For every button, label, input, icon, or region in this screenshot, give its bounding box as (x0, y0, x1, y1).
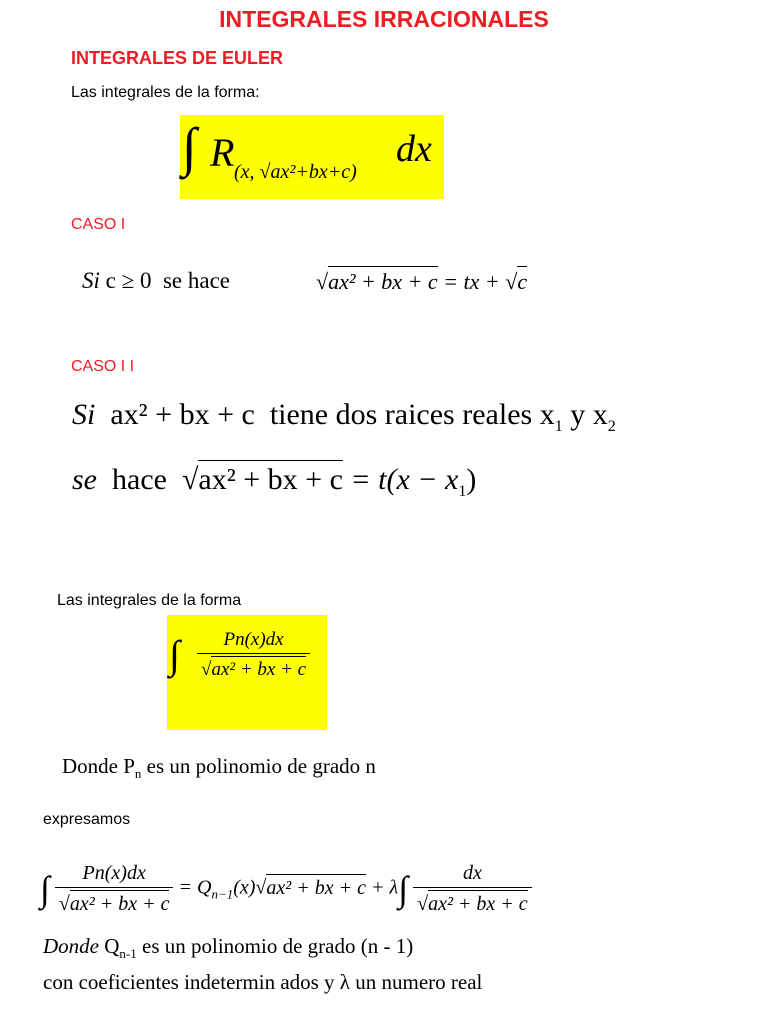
caso2-hace: hace (112, 463, 167, 496)
R-arguments: (x, √ax²+bx+c) (234, 161, 357, 183)
integral-sign: ∫ (398, 869, 409, 909)
forma2-numerator: Pn(x)dx (197, 629, 310, 654)
caso2-rhs: = t(x − x (350, 463, 459, 496)
caso2-rhs-end: ) (466, 463, 477, 496)
caso1-label: CASO I (71, 216, 126, 233)
section-subtitle: INTEGRALES DE EULER (71, 48, 284, 68)
donde-pn-line: Donde $P_n$ es un polinomio de grado n (62, 754, 376, 782)
caso2-tiene: tiene dos raices reales (269, 398, 533, 431)
final-equation: ∫ $\frac{Pn(x)dx}{\text{√ax² + bx + c}}$ = $Q_{n-1}(x)√ax^2$ + bx + c + λ∫ $\frac{dx}{\text{√ax² + bx + c}}$ (40, 862, 532, 916)
caso2-si: Si (72, 398, 96, 431)
caso1-condition (82, 268, 230, 294)
caso1-rhs-c: c (517, 266, 527, 295)
dx-symbol: dx (396, 128, 432, 170)
sqrt-sign: √ (316, 269, 329, 294)
page-title: INTEGRALES IRRACIONALES (219, 6, 549, 32)
forma2-box (167, 615, 327, 730)
caso2-label: CASO I I (71, 358, 135, 375)
donde-q-line: Donde $Q_{n-1}$ es un polinomio de grado (n - 1) (43, 934, 414, 962)
final-fraction-1: $\frac{Pn(x)dx}{\text{√ax² + bx + c}}$ (55, 862, 174, 916)
x2: x (592, 398, 608, 431)
caso1-lhs: ax² + bx + c (328, 266, 438, 295)
forma2-denominator: √ax² + bx + c (197, 654, 310, 681)
caso2-condition: Si ax² + bx + c tiene dos raices reales $x_1$ y $x_2$ (72, 398, 616, 435)
caso2-se: se (72, 463, 97, 496)
intro-text: Las integrales de la forma: (71, 84, 260, 101)
sqrt-sign: √ (181, 463, 199, 496)
main-formula-box (180, 115, 444, 199)
x1: x (539, 398, 555, 431)
final-fraction-2: $\frac{dx}{\text{√ax² + bx + c}}$ (413, 862, 532, 916)
forma2-intro: Las integrales de la forma (57, 592, 242, 609)
R-symbol: R (210, 130, 235, 175)
last-line: con coeficientes indetermin ados y λ un numero real (43, 970, 483, 994)
caso2-y: y (570, 398, 586, 431)
forma2-fraction (197, 629, 310, 681)
sqrt-sign: √ (505, 269, 518, 294)
caso1-substitution (316, 266, 527, 295)
caso2-lhs: ax² + bx + c (198, 460, 342, 497)
expresamos-text: expresamos (43, 811, 131, 828)
caso1-rhs: = tx + (443, 269, 500, 294)
integral-sign: ∫ (182, 117, 197, 177)
caso2-substitution: se hace √ax² + bx + $c = t(x - x_1)$ (72, 460, 476, 497)
caso2-expr: ax² + bx + c (110, 398, 255, 431)
caso1-si: Si (82, 268, 100, 293)
caso1-cond: c ≥ 0 (105, 268, 152, 293)
integral-sign: ∫ (169, 632, 180, 677)
integral-sign: ∫ (40, 869, 50, 909)
caso1-se-hace: se hace (162, 268, 231, 293)
